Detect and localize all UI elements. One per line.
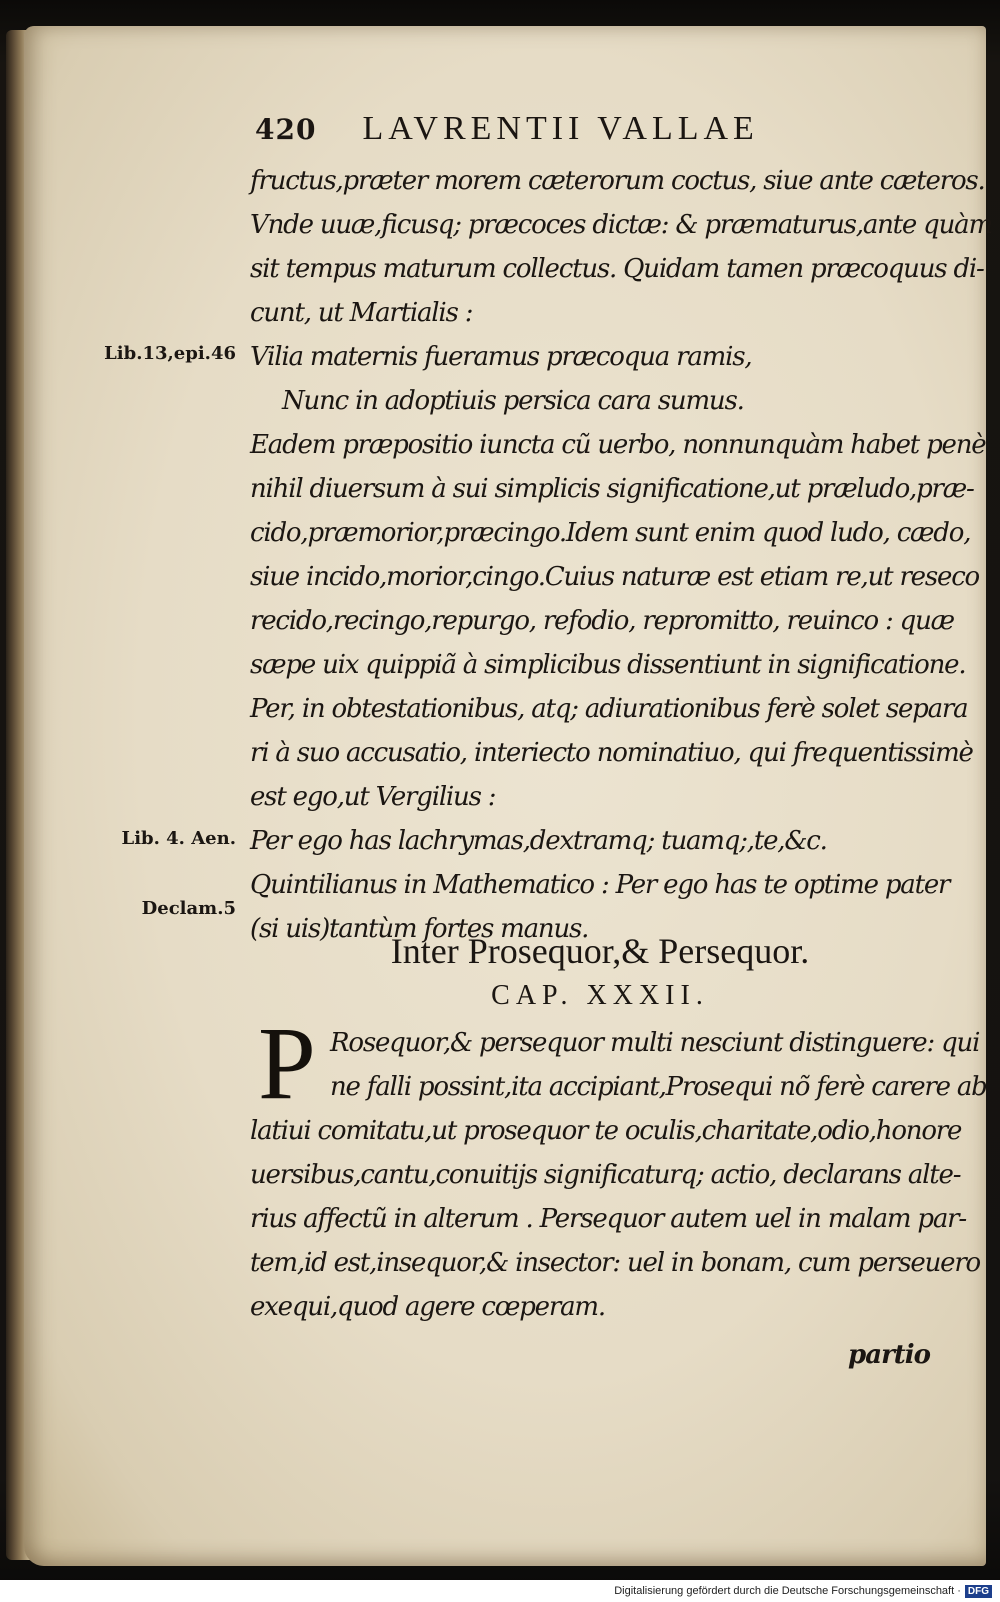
text-line: cunt, ut Martialis : <box>250 298 473 328</box>
text-line: Quintilianus in Mathematico : Per ego has te optime pater <box>250 870 950 900</box>
funding-credit: Digitalisierung gefördert durch die Deutsche Forschungsgemeinschaft · <box>614 1585 961 1597</box>
catchword: partio <box>848 1340 930 1370</box>
verse-line: Nunc in adoptiuis persica cara sumus. <box>282 386 744 416</box>
chapter-number: CAP. XXXII. <box>491 980 709 1011</box>
text-line: fructus,præter morem cæterorum coctus, siue ante cæteros. <box>250 166 985 196</box>
drop-cap: P <box>258 1006 316 1121</box>
running-head: LAVRENTII VALLAE <box>362 110 759 147</box>
text-line: Vnde uuæ,ficusq; præcoces dictæ: & præmaturus,ante quàm <box>250 210 992 240</box>
text-line: Per, in obtestationibus, atq; adiurationibus ferè solet separa <box>250 694 968 724</box>
margin-note-quintilian: Declam.5 <box>141 898 236 919</box>
text-line: sit tempus maturum collectus. Quidam tamen præcoquus di- <box>250 254 984 284</box>
chapter-text-line: rius affectũ in alterum . Persequor autem uel in malam par- <box>250 1204 966 1234</box>
chapter-text-line: ne falli possint,ita accipiant,Prosequi nõ ferè carere ab <box>330 1072 987 1102</box>
dfg-logo: DFG <box>965 1585 992 1598</box>
text-line: siue incido,morior,cingo.Cuius naturæ est etiam re,ut reseco <box>250 562 980 592</box>
text-line: nihil diuersum à sui simplicis significatione,ut præludo,præ- <box>250 474 974 504</box>
chapter-text-line: uersibus,cantu,conuitijs significaturq; actio, declarans alte- <box>250 1160 961 1190</box>
margin-note-vergil: Lib. 4. Aen. <box>121 828 236 849</box>
footer-bar <box>0 1580 1000 1602</box>
text-line: sæpe uix quippiã à simplicibus dissentiunt in significatione. <box>250 650 966 680</box>
text-line: est ego,ut Vergilius : <box>250 782 496 812</box>
verse-line: Per ego has lachrymas,dextramq; tuamq;,te,&c. <box>250 826 827 856</box>
margin-note-martial: Lib.13,epi.46 <box>104 343 236 364</box>
chapter-text-line: Rosequor,& persequor multi nesciunt distinguere: qui <box>330 1028 980 1058</box>
text-line: ri à suo accusatio, interiecto nominatiuo, qui frequentissimè <box>250 738 973 768</box>
chapter-text-line: latiui comitatu,ut prosequor te oculis,charitate,odio,honore <box>250 1116 962 1146</box>
text-line: cido,præmorior,præcingo.Idem sunt enim quod ludo, cædo, <box>250 518 971 548</box>
chapter-text-line: exequi,quod agere cœperam. <box>250 1292 605 1322</box>
page-number: 420 <box>255 113 317 146</box>
chapter-title: Inter Prosequor,& Persequor. <box>390 931 810 971</box>
text-line: recido,recingo,repurgo, refodio, repromitto, reuinco : quæ <box>250 606 954 636</box>
text-line: Eadem præpositio iuncta cũ uerbo, nonnunquàm habet penè <box>250 430 986 460</box>
verse-line: Vilia maternis fueramus præcoqua ramis, <box>250 342 752 372</box>
text-line: (si uis)tantùm fortes manus. <box>250 914 589 944</box>
page-header <box>255 110 815 150</box>
chapter-text-line: tem,id est,insequor,& insector: uel in bonam, cum perseuero <box>250 1248 980 1278</box>
